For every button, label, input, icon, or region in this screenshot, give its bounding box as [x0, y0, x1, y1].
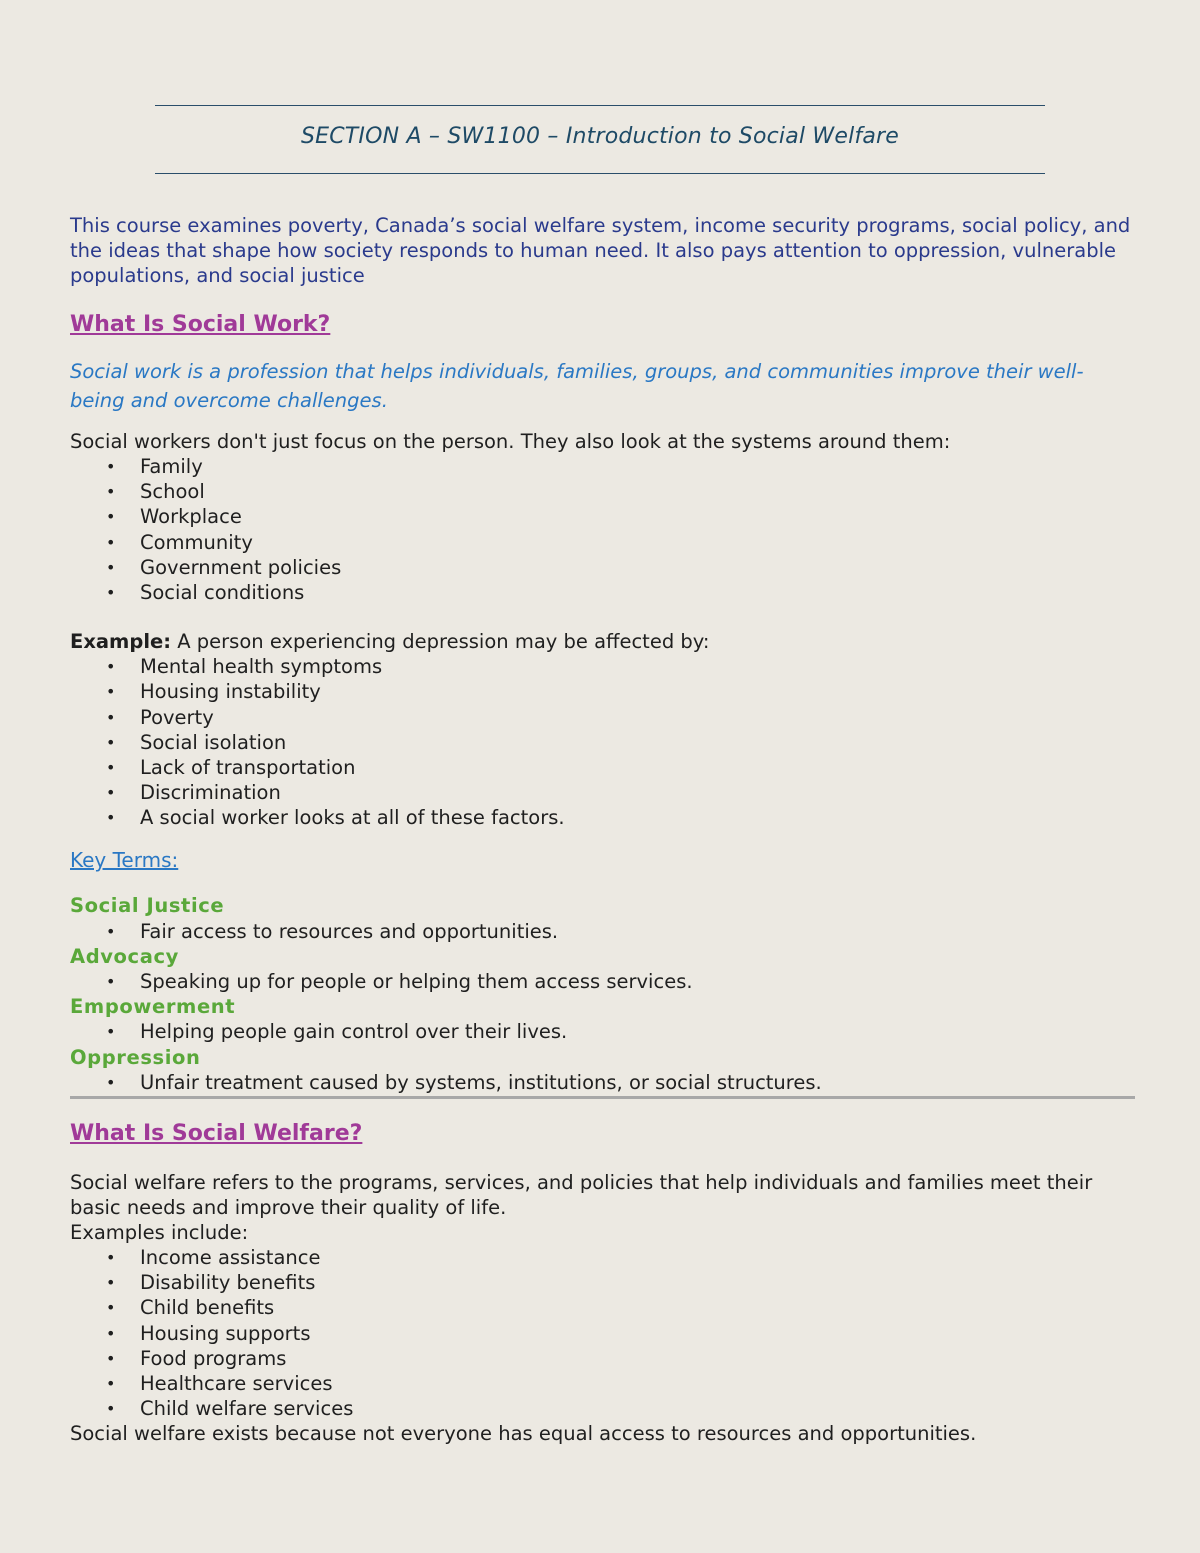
- factor-item: [70, 705, 1135, 730]
- intro-paragraph: This course examines poverty, Canada’s social welfare system, income security programs, social policy, and the ideas that shape how society responds to human need. It also pays attention to oppression, vulnerable populations, and social justice: [70, 214, 1131, 287]
- key-term-definition-text: Helping people gain control over their lives.: [140, 1020, 568, 1044]
- bullet-icon: •: [106, 682, 116, 702]
- system-item: [70, 479, 1135, 504]
- bullet-icon: •: [106, 1072, 116, 1092]
- bullet-icon: •: [106, 707, 116, 727]
- bullet-icon: •: [106, 457, 116, 476]
- bullet-icon: •: [106, 532, 116, 552]
- factor-item-text: Housing instability: [140, 680, 321, 704]
- key-term-definition-text: Speaking up for people or helping them access services.: [140, 970, 693, 993]
- factor-item: [70, 805, 1135, 830]
- factor-item-text: Mental health symptoms: [140, 655, 383, 679]
- key-term-definition: [70, 919, 1135, 944]
- factor-item-text: A social worker looks at all of these factors.: [140, 806, 565, 830]
- key-term-name: Advocacy: [70, 944, 179, 968]
- system-item-text: Social conditions: [140, 580, 305, 604]
- social-work-definition: Social work is a profession that helps individuals, families, groups, and communities improve their well-being and overcome challenges.: [70, 360, 1084, 412]
- bullet-icon: •: [106, 921, 116, 941]
- bullet-icon: •: [106, 657, 116, 677]
- system-item-text: Government policies: [140, 555, 342, 579]
- example-label: Example:: [70, 630, 172, 654]
- factor-item: [70, 679, 1135, 704]
- title-top-rule: [155, 105, 1045, 106]
- systems-intro: Social workers don't just focus on the person. They also look at the systems around them:: [70, 430, 951, 453]
- bullet-icon: •: [106, 972, 116, 991]
- examples-intro: Examples include:: [70, 1220, 249, 1244]
- bullet-icon: •: [106, 1298, 116, 1318]
- bullet-icon: •: [106, 732, 116, 752]
- social-welfare-closing: Social welfare exists because not everyone has equal access to resources and opportunities.: [70, 1422, 977, 1446]
- factors-list: [70, 654, 1135, 830]
- system-item-text: Community: [140, 530, 253, 554]
- factor-item: [70, 780, 1135, 805]
- bullet-icon: •: [106, 1273, 116, 1293]
- welfare-example-item: [70, 1270, 1135, 1295]
- section-title: SECTION A – SW1100 – Introduction to Social Welfare: [300, 124, 900, 149]
- factor-item-text: Poverty: [140, 705, 214, 729]
- bullet-icon: •: [106, 1022, 116, 1042]
- bullet-icon: •: [106, 1323, 116, 1343]
- welfare-example-item-text: Housing supports: [140, 1321, 311, 1345]
- key-term-definition-text: Unfair treatment caused by systems, institutions, or social structures.: [140, 1070, 822, 1094]
- welfare-example-item-text: Child benefits: [140, 1296, 275, 1320]
- key-term-definition: [70, 969, 1135, 994]
- key-term-definition-text: Fair access to resources and opportunities.: [140, 919, 559, 943]
- welfare-example-item: [70, 1295, 1135, 1320]
- document-body: [70, 213, 1135, 1446]
- key-term-definition-list: [70, 1070, 1135, 1095]
- key-term-definition: [70, 1019, 1135, 1044]
- system-item-text: School: [140, 480, 205, 504]
- bullet-icon: •: [106, 757, 116, 777]
- system-item-text: Family: [140, 455, 203, 478]
- social-work-heading: What Is Social Work?: [70, 312, 331, 337]
- system-item: [70, 504, 1135, 529]
- factor-item-text: Lack of transportation: [140, 755, 356, 779]
- bullet-icon: •: [106, 482, 116, 502]
- bullet-icon: •: [106, 1373, 116, 1393]
- welfare-example-item: [70, 1321, 1135, 1346]
- system-item: [70, 580, 1135, 605]
- welfare-example-item-text: Food programs: [140, 1346, 287, 1370]
- example-text: A person experiencing depression may be affected by:: [171, 630, 710, 654]
- key-term-name: Empowerment: [70, 995, 236, 1019]
- bullet-icon: •: [106, 507, 116, 527]
- key-terms-heading: Key Terms:: [70, 848, 179, 873]
- social-welfare-definition: Social welfare refers to the programs, services, and policies that help individuals and families meet their basic needs and improve their quality of life.: [70, 1170, 1093, 1219]
- welfare-example-item: [70, 1346, 1135, 1371]
- welfare-examples-list: [70, 1245, 1135, 1421]
- system-item: [70, 530, 1135, 555]
- key-term-definition-list: [70, 1019, 1135, 1044]
- welfare-example-item: [70, 1245, 1135, 1270]
- bullet-icon: •: [106, 582, 116, 602]
- key-term-name: Oppression: [70, 1045, 201, 1069]
- key-term-definition-list: [70, 969, 1135, 994]
- system-item: [70, 454, 1135, 479]
- welfare-example-item-text: Income assistance: [140, 1245, 321, 1269]
- system-item-text: Workplace: [140, 505, 242, 529]
- bullet-icon: •: [106, 557, 116, 577]
- key-term-definition: [70, 1070, 1135, 1095]
- bullet-icon: •: [106, 783, 116, 803]
- section-divider: [70, 1096, 1135, 1099]
- system-item: [70, 555, 1135, 580]
- welfare-example-item: [70, 1371, 1135, 1396]
- systems-list: [70, 454, 1135, 605]
- example-paragraph: [70, 629, 1135, 654]
- welfare-example-item-text: Disability benefits: [140, 1271, 316, 1295]
- bullet-icon: •: [106, 808, 116, 828]
- bullet-icon: •: [106, 1348, 116, 1368]
- key-term-name: Social Justice: [70, 894, 225, 918]
- factor-item-text: Social isolation: [140, 730, 287, 754]
- key-term-definition-list: [70, 919, 1135, 944]
- bullet-icon: •: [106, 1247, 116, 1267]
- factor-item: [70, 654, 1135, 679]
- factor-item: [70, 730, 1135, 755]
- factor-item-text: Discrimination: [140, 781, 281, 805]
- key-terms-list: [70, 893, 1135, 1095]
- welfare-example-item: [70, 1396, 1135, 1421]
- factor-item: [70, 755, 1135, 780]
- title-bottom-rule: [155, 173, 1045, 174]
- welfare-example-item-text: Child welfare services: [140, 1397, 354, 1421]
- bullet-icon: •: [106, 1399, 116, 1419]
- social-welfare-heading: What Is Social Welfare?: [70, 1120, 363, 1146]
- welfare-example-item-text: Healthcare services: [140, 1371, 333, 1395]
